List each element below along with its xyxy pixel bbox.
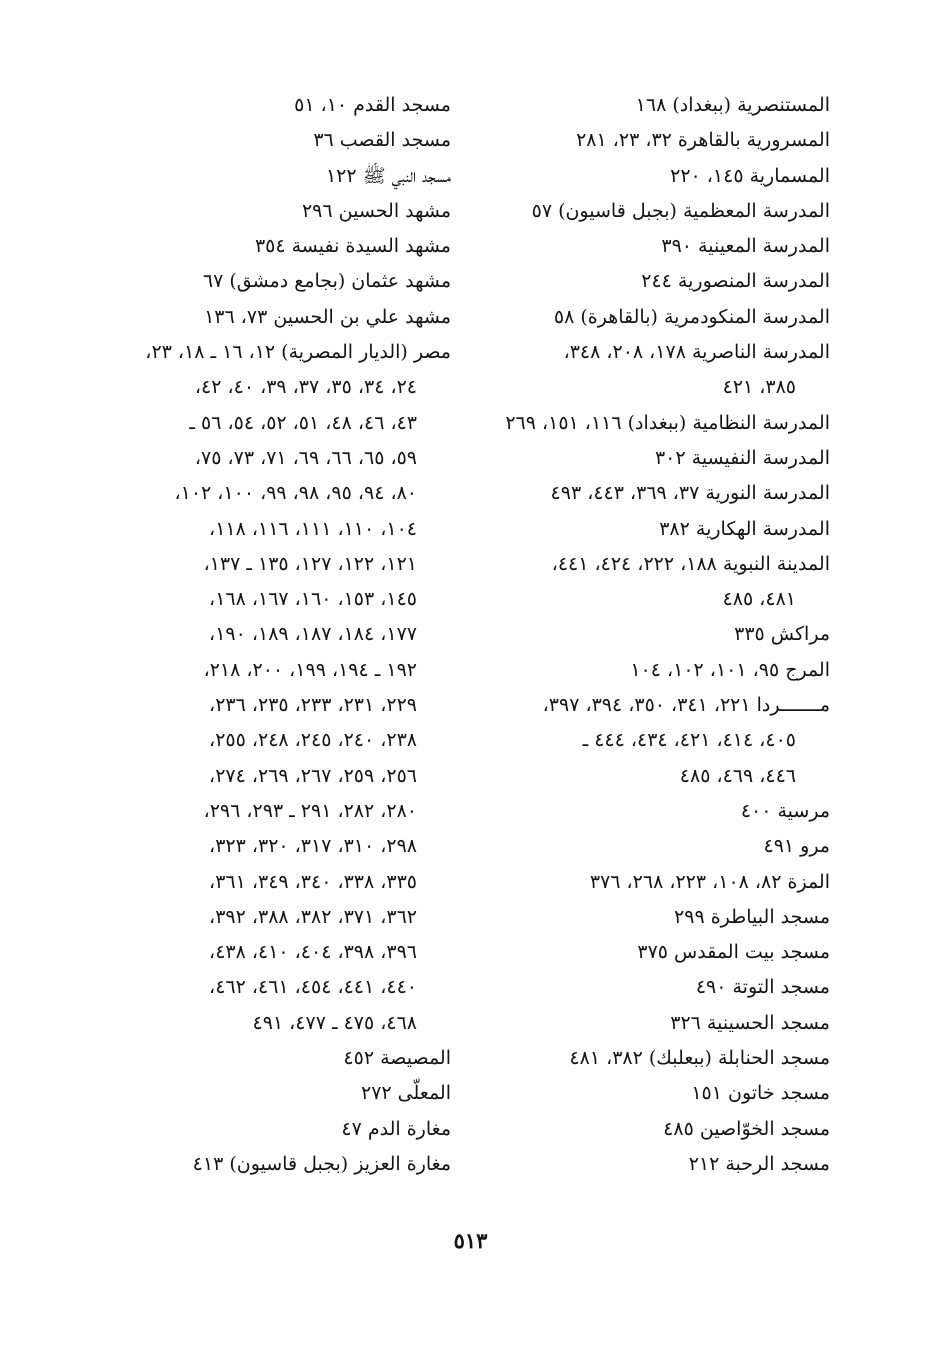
index-column-right xyxy=(460,88,830,1182)
index-entry-continuation: ٤٤٠، ٤٤١، ٤٥٤، ٤٦١، ٤٦٢، xyxy=(209,976,417,999)
index-entry: مسجد خاتون ١٥١ xyxy=(691,1082,830,1105)
index-entry: المعلّى ٢٧٢ xyxy=(360,1082,451,1105)
index-entry: المدرسة المعينية ٣٩٠ xyxy=(661,235,830,258)
index-entry-continuation: ١٠٤، ١١٠، ١١١، ١١٦، ١١٨، xyxy=(209,517,417,540)
index-entry: مسجد بيت المقدس ٣٧٥ xyxy=(637,941,830,964)
index-entry-continuation: ٣٦٢، ٣٧١، ٣٨٢، ٣٨٨، ٣٩٢، xyxy=(209,905,417,928)
index-entry: المسمارية ١٤٥، ٢٢٠ xyxy=(670,164,830,187)
index-entry: مسجد القدم ١٠، ٥١ xyxy=(294,94,451,116)
index-entry-continuation: ٢٢٩، ٢٣١، ٢٣٣، ٢٣٥، ٢٣٦، xyxy=(209,694,417,717)
index-entry: مسجد الخوّاصين ٤٨٥ xyxy=(663,1117,830,1140)
index-entry: مسجد القصب ٣٦ xyxy=(313,129,451,152)
index-entry-continuation: ٤٤٦، ٤٦٩، ٤٨٥ xyxy=(679,764,796,787)
index-entry: المدرسة النفيسية ٣٠٢ xyxy=(654,446,830,469)
index-entry: المدرسة النورية ٣٧، ٣٦٩، ٤٤٣، ٤٩٣ xyxy=(550,482,830,505)
index-entry: مـــــــردا ٢٢١، ٣٤١، ٣٥٠، ٣٩٤، ٣٩٧، xyxy=(542,694,830,717)
index-entry-continuation: ٨٠، ٩٤، ٩٥، ٩٨، ٩٩، ١٠٠، ١٠٢، xyxy=(174,482,417,505)
index-entry: مراكش ٣٣٥ xyxy=(734,623,830,646)
index-entry: مسجد الرحبة ٢١٢ xyxy=(688,1152,830,1175)
index-entry: مسجد الحنابلة (ببعلبك) ٣٨٢، ٤٨١ xyxy=(569,1047,830,1070)
index-entry-continuation: ٢٥٦، ٢٥٩، ٢٦٧، ٢٦٩، ٢٧٤، xyxy=(209,764,417,787)
index-entry-continuation: ١٧٧، ١٨٤، ١٨٧، ١٨٩، ١٩٠، xyxy=(209,623,417,646)
index-entry: المدرسة الناصرية ١٧٨، ٢٠٨، ٣٤٨، xyxy=(563,341,830,364)
index-entry-continuation: ١٩٢ ـ ١٩٤، ١٩٩، ٢٠٠، ٢١٨، xyxy=(203,658,417,681)
index-entry-continuation: ٤٣، ٤٦، ٤٨، ٥١، ٥٢، ٥٤، ٥٦ ـ xyxy=(189,411,417,434)
index-entry: المدرسة الهكارية ٣٨٢ xyxy=(659,517,830,540)
index-entry: مسجد التوتة ٤٩٠ xyxy=(695,976,830,999)
index-entry: المسرورية بالقاهرة ٣٢، ٢٣، ٢٨١ xyxy=(576,129,830,152)
index-entry-continuation: ١٤٥، ١٥٣، ١٦٠، ١٦٧، ١٦٨، xyxy=(209,588,417,611)
index-entry: مغارة الدم ٤٧ xyxy=(341,1117,451,1140)
index-entry: مشهد عثمان (بجامع دمشق) ٦٧ xyxy=(202,270,451,293)
index-entry: المدرسة المنصورية ٢٤٤ xyxy=(641,270,830,293)
index-entry: مسجد النبي ﷺ ١٢٢ xyxy=(325,164,451,187)
index-entry-continuation: ٥٩، ٦٥، ٦٦، ٦٩، ٧١، ٧٣، ٧٥، xyxy=(194,446,417,469)
index-entry: المدرسة النظامية (ببغداد) ١١٦، ١٥١، ٢٦٩ xyxy=(505,411,830,434)
index-entry: مشهد السيدة نفيسة ٣٥٤ xyxy=(254,235,451,258)
index-entry-continuation: ٤٦٨، ٤٧٥ ـ ٤٧٧، ٤٩١ xyxy=(252,1011,417,1034)
index-entry-continuation: ٣٩٦، ٣٩٨، ٤٠٤، ٤١٠، ٤٣٨، xyxy=(209,941,417,964)
index-entry-continuation: ٤٠٥، ٤١٤، ٤٢١، ٤٣٤، ٤٤٤ ـ xyxy=(582,729,796,752)
index-entry: المدرسة المعظمية (بجبل قاسيون) ٥٧ xyxy=(531,199,830,222)
index-entry: المصيصة ٤٥٢ xyxy=(343,1047,451,1070)
index-entry: مسجد البياطرة ٢٩٩ xyxy=(674,905,830,928)
index-entry: المزة ٨٢، ١٠٨، ٢٢٣، ٢٦٨، ٣٧٦ xyxy=(589,870,830,893)
index-entry: المستنصرية (ببغداد) ١٦٨ xyxy=(635,94,830,116)
index-entry-continuation: ٢٤، ٣٤، ٣٥، ٣٧، ٣٩، ٤٠، ٤٢، xyxy=(194,376,417,399)
index-entry: المدينة النبوية ١٨٨، ٢٢٢، ٤٢٤، ٤٤١، xyxy=(551,552,830,575)
index-column-left xyxy=(71,88,451,1182)
index-entry: المرج ٩٥، ١٠١، ١٠٢، ١٠٤ xyxy=(630,658,830,681)
index-entry: مصر (الديار المصرية) ١٢، ١٦ ـ ١٨، ٢٣، xyxy=(145,341,451,364)
index-entry-continuation: ٢٨٠، ٢٨٢، ٢٩١ ـ ٢٩٣، ٢٩٦، xyxy=(203,799,417,822)
index-entry-continuation: ٣٣٥، ٣٣٨، ٣٤٠، ٣٤٩، ٣٦١، xyxy=(209,870,417,893)
index-entry: مرو ٤٩١ xyxy=(763,835,830,858)
page-number: ٥١٣ xyxy=(453,1228,488,1253)
index-entry-continuation: ١٢١، ١٢٢، ١٢٧، ١٣٥ ـ ١٣٧، xyxy=(203,552,417,575)
index-entry-continuation: ٢٣٨، ٢٤٠، ٢٤٥، ٢٤٨، ٢٥٥، xyxy=(209,729,417,752)
index-entry-continuation: ٤٨١، ٤٨٥ xyxy=(722,588,796,611)
index-entry: مرسية ٤٠٠ xyxy=(740,799,830,822)
index-entry: مشهد علي بن الحسين ٧٣، ١٣٦ xyxy=(204,305,451,328)
index-entry: المدرسة المنكودمرية (بالقاهرة) ٥٨ xyxy=(553,305,830,328)
index-entry-continuation: ٢٩٨، ٣١٠، ٣١٧، ٣٢٠، ٣٢٣، xyxy=(209,835,417,858)
index-entry: مسجد الحسينية ٣٢٦ xyxy=(670,1011,830,1034)
index-entry: مغارة العزيز (بجبل قاسيون) ٤١٣ xyxy=(192,1152,451,1175)
index-entry-continuation: ٣٨٥، ٤٢١ xyxy=(722,376,796,399)
index-entry: مشهد الحسين ٢٩٦ xyxy=(301,199,451,222)
